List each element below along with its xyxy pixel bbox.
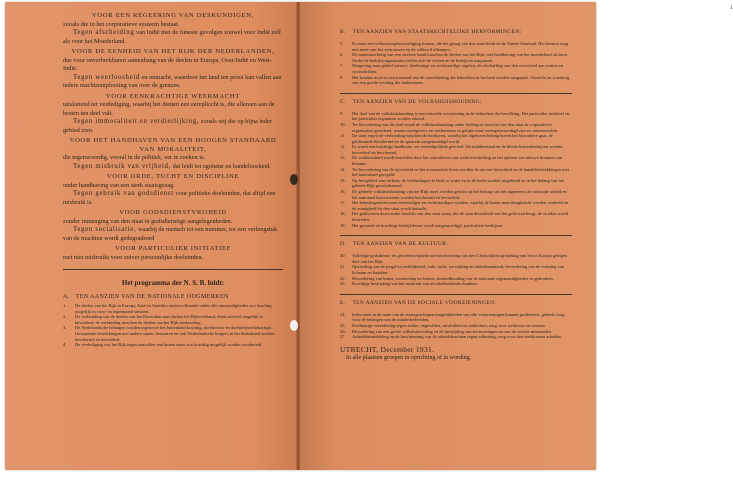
- slogan-heading: VOOR EEN REGEERING VAN DESKUNDIGEN,: [91, 12, 255, 19]
- item-number: 9.: [340, 110, 344, 116]
- item-number: 7.: [340, 63, 344, 69]
- item-number: 1.: [63, 303, 67, 308]
- item-text: Er wordt een krachtige landbouw- en veeteeltpolitiek gevoerd. De middenstand en de kleine boerenbedrijven worden bevorderd en beschermd.: [352, 144, 563, 155]
- section-items: [340, 312, 572, 340]
- item-number: 11.: [340, 133, 346, 139]
- program-heading: Het programma der N. S. B. luidt:: [121, 279, 225, 287]
- body-text: uitsluitend ter verdediging, waarbij het dienen een eerepliccht is, die allereen aan de besten ten deel valt.: [63, 101, 275, 117]
- section-items: [63, 303, 283, 348]
- right-page-content: [340, 30, 572, 362]
- item-number: 19.: [340, 222, 346, 228]
- section-title: TEN AANZIEN VAN STAATSRECHTELIJKE HERVORMINGEN:: [352, 29, 522, 35]
- tegen-keyword: Tegen afscheiding: [73, 29, 135, 36]
- slogan-heading: VOOR ORDE, TUCHT EN DISCIPLINE: [106, 173, 240, 180]
- body-text: met niet misbruikt voor zuiver persoonlijke doeleinden.: [63, 253, 204, 261]
- right-page: [300, 2, 733, 470]
- item-number: 17.: [340, 200, 346, 206]
- item-number: 5.: [340, 40, 344, 46]
- tegen-paragraph: [63, 29, 283, 46]
- item-text: Het gezonde en krachtige bedrijfsleven wordt aangemoedigd, particuliere bedrijven.: [352, 222, 504, 228]
- tegen-text: dat leidt tot egoïsme en bandeloosheid.: [171, 162, 271, 170]
- item-text: Ter bevordering van de nijverheid en het economisch leven worden de uitvoer bevorderd en de handelsbetrekkingen met het buitenland geregeld.: [352, 166, 569, 178]
- left-page-content: [63, 10, 283, 348]
- program-item: [340, 122, 572, 133]
- section-letter: D.: [340, 241, 347, 248]
- section-items: [340, 111, 572, 228]
- section-heading: [340, 100, 572, 106]
- section-letter: C.: [340, 98, 346, 105]
- program-item: [63, 342, 283, 348]
- item-text: Op het gebied van verkeer, de verbindingen te land, te water en in de lucht worden uitgebreid en in het belang van het geheele Rijk gecoördineerd.: [352, 177, 564, 189]
- item-number: 14.: [340, 166, 346, 172]
- slogan-heading: VOOR PARTICULIER INITIATIEF: [114, 245, 232, 252]
- tegen-text: zooals wij die op bijna ieder gebied zien.: [63, 118, 272, 134]
- item-text: Het geldwezen moet onder toezicht van den staat staan, die de waardevastheid van het geld waarborgt; de woeker wordt bestreden.: [352, 211, 568, 222]
- tegen-text: waarbij de mensch tot een nummer, tot een verlengstuk van de machine wordt gedegradeerd: [63, 226, 278, 242]
- item-number: 23.: [340, 281, 346, 287]
- section-letter: A.: [63, 293, 70, 300]
- item-text: De staatsinrichting van een sterkere band tusschen de deelen van het Rijk, met handhaving van het moederland als kern. Onder de bedrijfsorganisaties zullen zich de wetten en de bedrijven aanpassen.: [352, 52, 569, 63]
- program-item: [340, 63, 572, 74]
- program-item: [340, 334, 572, 340]
- binding-hole: [290, 174, 298, 185]
- section-title: TEN AANZIEN VAN DE SOCIALE VOORZIENINGEN:: [352, 299, 497, 306]
- item-text: De deelen van het Rijk in Europa, Azië en Amerika moeten elkander onder alle omstandigheden zoo krachtig mogelijk in voor- en tegenspoed steunen.: [75, 303, 272, 314]
- item-text: Arbeidsbemiddeling en de bescherming van de arbeidskrachten tegen uitbuiting; zorg voor den werkloozen arbeider.: [352, 334, 562, 340]
- item-number: 6.: [340, 52, 344, 58]
- item-number: 22.: [340, 275, 346, 281]
- slogan-heading: VOOR HET HANDHAVEN VAN EEN HOOGEN STANDAARD VAN MORALITEIT,: [69, 137, 277, 153]
- item-number: 20.: [340, 253, 346, 259]
- section-items: [340, 41, 572, 86]
- program-item: [340, 155, 572, 166]
- section-title: TEN AANZIEN VAN DE KULTUUR:: [353, 241, 449, 248]
- item-number: 25.: [340, 322, 346, 328]
- item-text: De Nederlandsche belangen worden tegenover het buitenland krachtig, doelbewust en doeltreffend behartigd. Gewapende betrekkingen met andere staten, bezwaren en ook Nederlandsche burgers in het buitenland worden beschermd en bevorderd.: [75, 325, 275, 342]
- item-number: 12.: [340, 144, 346, 150]
- item-text: Wetgeving naar geheel nieuwe, doelmatige en rechtvaardige regelen; de afschaffing van den overvloed aan wetten en voorschriften.: [352, 63, 563, 74]
- tegen-keyword: Tegen weerloosheid: [73, 73, 141, 81]
- item-text: Volledige godsdienst- en gewetensvrijheid met bescherming van den Christelijken grondslag van het in Europa gelegen deel van het Rijk.: [352, 253, 567, 264]
- footer-place-date: UTRECHT, December 1931.: [340, 344, 435, 354]
- section-heading: [63, 293, 283, 302]
- item-number: 8.: [340, 74, 344, 80]
- body-text: zonder inmenging van den staat in godsdienstige aangelegenheden.: [63, 217, 233, 225]
- body-text: die tegenwoordig, vooral in de politiek, ver te zoeken is.: [63, 154, 205, 161]
- program-item: [340, 111, 572, 122]
- item-text: De werkloosheid wordt bestreden door het stimuleeren van werkverschaffing en het openen van nieuwe bronnen van bestaan.: [352, 155, 563, 167]
- item-text: Doelmatige verzekering tegen ziekte, ongevallen, invaliditeit en ouderdom; zorg voor weduwen en weezen.: [352, 322, 546, 328]
- program-item: [340, 178, 572, 189]
- divider-rule: [340, 93, 572, 94]
- body-text: dus voor onverbrekbaren samenhang van de deelen in Europa, Oost-Indië en West-Indië.: [63, 56, 272, 72]
- item-number: 10.: [340, 121, 346, 127]
- page-number: 1: [730, 6, 733, 11]
- item-text: De verdediging van het Rijk tegen aanvallen van buiten moet zoo krachtig mogelijk worden voorbereid.: [75, 342, 263, 348]
- item-number: 3.: [63, 325, 67, 331]
- section-items: [340, 253, 572, 287]
- slogan-heading: VOOR GODSDIENSTVRIJHEID: [119, 209, 227, 216]
- item-text: Ter bevordering van dit doel wordt de volkshuishouding onder leiding en toezicht van den staat in corporatieve organisaties geordend, waarin werkgevers en werknemers in gelijke mate vertegenwoordigd zijn en samenwerken.: [352, 121, 559, 133]
- item-number: 16.: [340, 189, 346, 195]
- tegen-keyword: Tegen socialisatie,: [73, 226, 137, 233]
- tegen-text: en onmacht, waardoor het land ten prooi kan vallen aan iedere machtsontplooiing van over de grenzen.: [63, 73, 282, 89]
- tegen-paragraph: [63, 190, 283, 207]
- section-title: TEN AANZIEN VAN DE NATIONALE OOGMERKEN: [75, 293, 229, 300]
- slogan-heading: VOOR DE EENHEID VAN HET RIJK DER NEDERLANDEN,: [71, 48, 275, 55]
- program-item: [340, 52, 572, 63]
- program-item: [340, 281, 572, 287]
- item-number: 26.: [340, 328, 346, 334]
- footer-tagline: In alle plaatsen groepen in oprichting of in wording.: [346, 355, 472, 362]
- item-text: Het belastingstelsel moet eenvoudiger en rechtvaardiger worden, waarbij de lasten naar draagkracht worden verdeeld en de zuinigheid bij den staat wordt betracht.: [352, 200, 569, 211]
- section-heading: [340, 242, 572, 248]
- body-text: zooals die in het corporatieve systeem bestaat.: [63, 20, 180, 28]
- tegen-text: van Indië met de funeste gevolgen zoowel voor Indië zelf als voor het Moederland.: [63, 29, 281, 45]
- item-text: Ieder moet in de mate van de staatsgeschapen mogelijkheden van alle voorzieningen kunnen profiteeren; geheele zorg voor de belangen van de minderbedeelden.: [352, 311, 565, 323]
- program-item: [340, 312, 572, 323]
- program-item: [63, 303, 283, 314]
- item-text: De staat regelt de verhouding tusschen de bedrijven, waarbij het algemeen belang boven het bijzondere gaat, de geldwaarde beschermd en de spaarzin aangemoedigd wordt.: [352, 133, 553, 144]
- program-item: [340, 167, 572, 178]
- item-text: Er moet een volksvertegenwoordiging komen, die het gezag van den staat bindt en de Staten-Generaal. Het bestuur mag niet meer van het vertrouwen en de volkswil afhangen.: [352, 40, 569, 52]
- program-item: [340, 211, 572, 222]
- item-number: 15.: [340, 177, 346, 183]
- item-number: 2.: [63, 314, 67, 320]
- slogan-heading: VOOR EENKRACHTIGE WEERMACHT: [105, 92, 241, 100]
- item-number: 13.: [340, 155, 346, 161]
- tegen-text: voor politieke doeleinden, dat altijd een misbruik is.: [63, 190, 276, 206]
- program-item: [340, 75, 572, 86]
- tegen-keyword: Tegen immoraliteit en verdierlijking,: [73, 118, 200, 125]
- divider-rule: [63, 269, 283, 270]
- footer: [340, 344, 572, 362]
- item-text: Opvoeding van de jeugd tot zedelijkheid, orde, tucht, toewijding en arbeidzaamheid, bevordering van de vorming van lichaam en karakter.: [352, 264, 565, 275]
- program-item: [340, 200, 572, 211]
- item-number: 27.: [340, 334, 346, 340]
- section-title: TEN AANZIEN VAN DE VOLKSHUISHOUDING:: [352, 98, 482, 105]
- section-heading: [340, 301, 572, 307]
- body-text: onder handhaving van een sterk staatsgezag.: [63, 181, 175, 189]
- section-heading: [340, 30, 572, 36]
- tegen-paragraph: [63, 226, 283, 243]
- tegen-paragraph: [63, 74, 283, 91]
- program-item: [63, 314, 283, 325]
- program-item: [340, 144, 572, 155]
- item-number: 21.: [340, 264, 346, 270]
- item-text: Krachtige bestrijding van het misbruik van alcoholhoudende dranken.: [352, 281, 478, 287]
- program-item: [340, 253, 572, 264]
- divider-rule: [340, 235, 572, 236]
- item-number: 24.: [340, 311, 346, 317]
- tegen-paragraph: [63, 118, 283, 135]
- divider-rule: [340, 294, 572, 295]
- item-text: De verbonding van de deelen van het Dietschen stam buiten het Rijksverband, dient zooveel mogelijk te bevorderd, de verbinding tusschen de deelen van het Rijk aanhouding.: [75, 314, 263, 325]
- binding-hole: [290, 320, 298, 331]
- item-text: De geheele volkshuishouding van het Rijk moet worden gericht op het belang van het algemeen; de nationale arbeid en het nationaal bezit moeten worden beschermd en bevorderd.: [352, 189, 567, 200]
- tegen-keyword: Tegen gebruik van godsdienst: [73, 190, 174, 197]
- tegen-keyword: Tegen misbruik van vrijheid,: [73, 162, 172, 170]
- item-text: Bevordering van kunst, wetenschap en kennis; instandhouding van de nationale eigenaardigheden en gebruiken.: [352, 275, 554, 281]
- program-item: [340, 133, 572, 144]
- left-page: [5, 2, 297, 470]
- item-number: 4.: [63, 342, 67, 348]
- pamphlet-spread: [5, 2, 733, 470]
- item-text: Bevordering van een goede volkshuisvesting en de bestrijding van krotwoningen en van de sociale misstanden.: [352, 328, 553, 334]
- program-item: [340, 41, 572, 52]
- section-letter: E.: [340, 299, 346, 306]
- section-letter: B.: [340, 29, 346, 35]
- item-text: Het doel van de volkshuishouding is een rationele voorziening in de behoeften der bevolking. Het particulier initiatief en het particulier eigendom worden erkend.: [352, 110, 570, 122]
- item-number: 18.: [340, 211, 346, 217]
- program-item: [340, 189, 572, 200]
- item-text: Het bestuur moet in een toestand van de ontwikkeling der behoeften in het land worden aangepast. Toezicht en waarborg van een goede werking der ambtenaren.: [352, 74, 570, 86]
- program-item: [63, 325, 283, 342]
- program-item: [340, 264, 572, 275]
- tegen-paragraph: [63, 163, 283, 172]
- program-item: [340, 223, 572, 229]
